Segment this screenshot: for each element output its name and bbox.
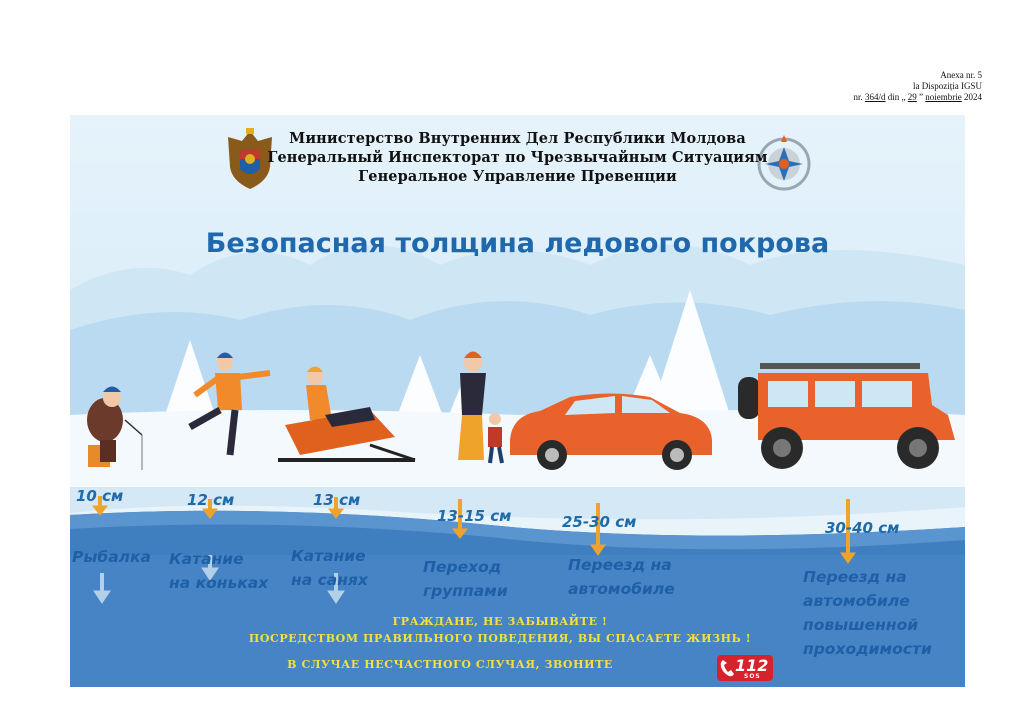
thickness-value-skating: 12 см <box>187 491 235 509</box>
header-line-2: Генеральный Инспекторат по Чрезвычайным Ситуациям <box>267 149 768 166</box>
annex-line-1: Anexa nr. 5 <box>940 70 982 80</box>
thickness-value-sledding: 13 см <box>313 491 361 509</box>
emergency-112-badge <box>717 655 773 681</box>
annex-day: 29 <box>907 92 917 102</box>
warning-line-2: ПОСРЕДСТВОМ ПРАВИЛЬНОГО ПОВЕДЕНИЯ, ВЫ СПАСАЕТЕ ЖИЗНЬ ! <box>248 632 752 645</box>
annex-month: noiembrie <box>925 92 962 102</box>
activity-label-suv: Переезд на автомобиле повышенной проходимости <box>803 568 932 658</box>
annex-line-3: nr. 364/d din „ 29 ” noiembrie 2024 <box>853 92 982 102</box>
annex-note <box>853 70 982 103</box>
activity-label-sledding: Катание на санях <box>291 547 368 589</box>
thickness-value-car: 25-30 см <box>562 513 637 531</box>
emergency-number: 112 <box>735 656 769 675</box>
annex-line-2: la Dispoziția IGSU <box>913 81 982 91</box>
activity-label-skating: Катание на коньках <box>169 550 269 592</box>
emergency-sos: SOS <box>744 673 761 680</box>
header-line-3: Генеральное Управление Превенции <box>358 168 677 185</box>
thickness-value-groups: 13-15 см <box>437 507 512 525</box>
ice-safety-poster <box>70 115 965 687</box>
poster-title: Безопасная толщина ледового покрова <box>205 228 830 259</box>
annex-number: 364/d <box>864 92 886 102</box>
activity-label-fishing: Рыбалка <box>72 548 151 566</box>
thickness-value-fishing: 10 см <box>76 487 124 505</box>
thickness-value-suv: 30-40 см <box>825 519 900 537</box>
activity-label-groups: Переход группами <box>423 558 508 600</box>
phone-icon <box>720 659 735 677</box>
activity-label-car: Переезд на автомобиле <box>568 556 675 598</box>
warning-line-1: ГРАЖДАНЕ, НЕ ЗАБЫВАЙТЕ ! <box>392 615 608 628</box>
warning-line-3: В СЛУЧАЕ НЕСЧАСТНОГО СЛУЧАЯ, ЗВОНИТЕ <box>287 658 613 671</box>
header-line-1: Министерство Внутренних Дел Республики Молдова <box>289 130 746 147</box>
